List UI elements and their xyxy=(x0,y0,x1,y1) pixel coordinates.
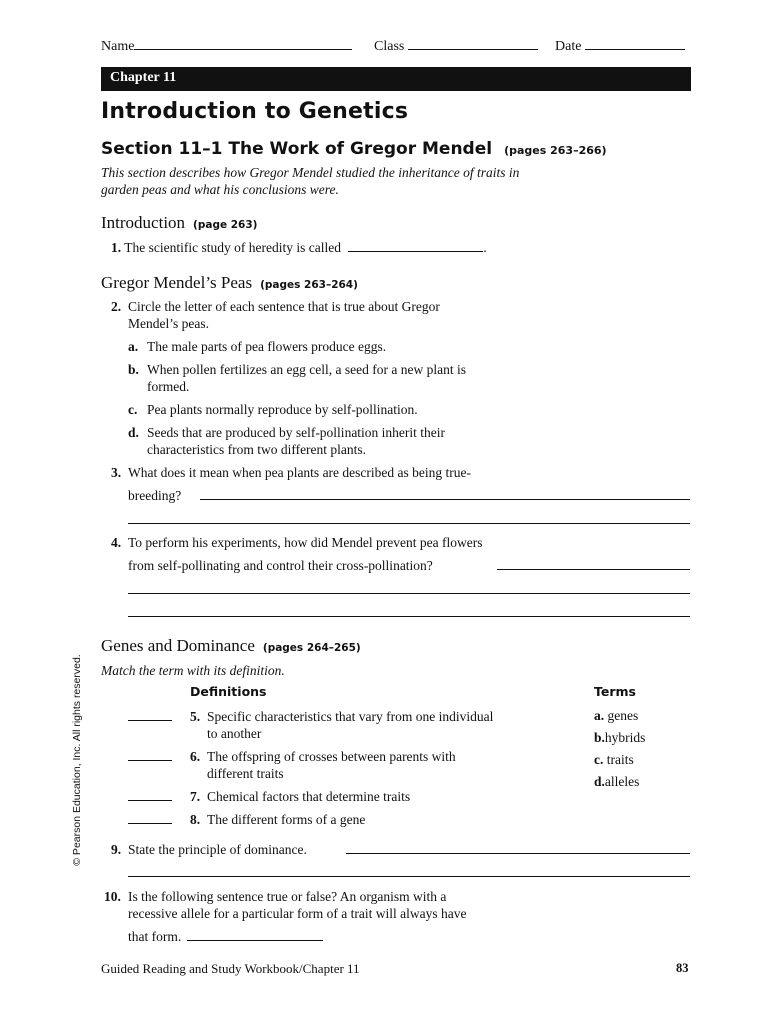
q4-answer-line-1[interactable] xyxy=(497,569,690,570)
term-b-letter: b. xyxy=(594,730,605,745)
chapter-label: Chapter 11 xyxy=(110,70,177,85)
q4-answer-line-3[interactable] xyxy=(128,616,690,617)
page-title: Introduction to Genetics xyxy=(101,99,409,124)
option-a-text: The male parts of pea flowers produce eggs. xyxy=(147,339,387,354)
term-b-text: hybrids xyxy=(604,730,646,745)
genes-heading xyxy=(101,636,361,656)
q3-text: What does it mean when pea plants are described as being true- xyxy=(128,465,471,480)
name-blank[interactable] xyxy=(134,49,352,50)
def-5-text: Specific characteristics that vary from one individual xyxy=(207,709,494,724)
option-d-text: Seeds that are produced by self-pollination inherit their xyxy=(147,425,446,440)
q4-answer-line-2[interactable] xyxy=(128,593,690,594)
term-a-text: genes xyxy=(607,708,639,723)
option-d-letter[interactable]: d. xyxy=(128,425,139,440)
name-field xyxy=(101,38,352,55)
section-title: Section 11–1 The Work of Gregor Mendel xyxy=(101,139,493,159)
date-label: Date xyxy=(555,39,582,54)
q3-answer-line-2[interactable] xyxy=(128,523,690,524)
q9-text: State the principle of dominance. xyxy=(128,842,307,857)
term-c-letter: c. xyxy=(594,752,604,767)
term-c-text: traits xyxy=(606,752,634,767)
term-a-letter: a. xyxy=(594,708,605,723)
intro-title: Introduction xyxy=(101,213,186,232)
q2-text-2: Mendel’s peas. xyxy=(128,316,209,331)
term-c xyxy=(594,751,634,768)
match-instruction: Match the term with its definition. xyxy=(101,663,285,678)
question-1 xyxy=(111,239,487,256)
q9-answer-line-1[interactable] xyxy=(346,853,690,854)
def-8-text: The different forms of a gene xyxy=(207,812,366,827)
class-field xyxy=(374,38,538,55)
option-b-text-2: formed. xyxy=(147,379,190,394)
intro-pages: (page 263) xyxy=(193,219,258,231)
page-number: 83 xyxy=(676,961,689,975)
section-pages: (pages 263–266) xyxy=(504,144,607,157)
q9-answer-line-2[interactable] xyxy=(128,876,690,877)
option-c-letter[interactable]: c. xyxy=(128,402,138,417)
def-6-blank[interactable] xyxy=(128,760,172,761)
terms-header: Terms xyxy=(594,684,636,699)
section-description-2: garden peas and what his conclusions were. xyxy=(101,182,339,197)
q1-period: . xyxy=(483,240,487,255)
q1-blank[interactable] xyxy=(348,251,483,252)
date-blank[interactable] xyxy=(585,49,685,50)
q1-number: 1. xyxy=(111,240,122,255)
peas-heading xyxy=(101,273,358,293)
section-description: This section describes how Gregor Mendel studied the inheritance of traits in xyxy=(101,165,520,180)
q3-answer-line-1[interactable] xyxy=(200,499,690,500)
def-8-number: 8. xyxy=(190,812,201,827)
peas-pages: (pages 263–264) xyxy=(260,279,358,291)
q10-line-3 xyxy=(128,928,323,945)
option-d-text-2: characteristics from two different plants. xyxy=(147,442,367,457)
copyright: © Pearson Education, Inc. All rights reserved. xyxy=(71,654,83,866)
intro-heading xyxy=(101,213,257,233)
q4-text-2: from self-pollinating and control their cross-pollination? xyxy=(128,558,433,573)
term-d-letter: d. xyxy=(594,774,605,789)
def-5-text-2: to another xyxy=(207,726,262,741)
term-a xyxy=(594,707,638,724)
def-5-blank[interactable] xyxy=(128,720,172,721)
q10-text: Is the following sentence true or false? An organism with a xyxy=(128,889,447,904)
q10-number: 10. xyxy=(104,889,121,904)
def-6-number: 6. xyxy=(190,749,201,764)
option-b-letter[interactable]: b. xyxy=(128,362,139,377)
def-6-text-2: different traits xyxy=(207,766,284,781)
def-7-number: 7. xyxy=(190,789,201,804)
class-label: Class xyxy=(374,39,405,54)
q10-text-2: recessive allele for a particular form of a trait will always have xyxy=(128,906,467,921)
term-d xyxy=(594,773,639,790)
term-b xyxy=(594,729,645,746)
q2-number: 2. xyxy=(111,299,122,314)
q4-text: To perform his experiments, how did Mendel prevent pea flowers xyxy=(128,535,483,550)
q1-text: The scientific study of heredity is called xyxy=(124,240,341,255)
q3-text-2: breeding? xyxy=(128,488,182,503)
peas-title: Gregor Mendel’s Peas xyxy=(101,273,253,292)
genes-title: Genes and Dominance xyxy=(101,636,255,655)
section-heading xyxy=(101,139,607,159)
option-a-letter[interactable]: a. xyxy=(128,339,139,354)
footer-text: Guided Reading and Study Workbook/Chapter 11 xyxy=(101,961,360,976)
q3-number: 3. xyxy=(111,465,122,480)
option-c-text: Pea plants normally reproduce by self-pollination. xyxy=(147,402,418,417)
q4-number: 4. xyxy=(111,535,122,550)
name-label: Name xyxy=(101,39,135,54)
genes-pages: (pages 264–265) xyxy=(262,642,361,654)
def-7-blank[interactable] xyxy=(128,800,172,801)
option-b-text: When pollen fertilizes an egg cell, a seed for a new plant is xyxy=(147,362,466,377)
def-5-number: 5. xyxy=(190,709,201,724)
question-2 xyxy=(111,298,121,315)
q9-number: 9. xyxy=(111,842,122,857)
definitions-header: Definitions xyxy=(190,684,267,699)
def-8-blank[interactable] xyxy=(128,823,172,824)
q10-blank[interactable] xyxy=(187,940,323,941)
def-6-text: The offspring of crosses between parents with xyxy=(207,749,456,764)
q10-text-3: that form. xyxy=(128,929,182,944)
date-field xyxy=(555,38,685,55)
term-d-text: alleles xyxy=(604,774,640,789)
def-7-text: Chemical factors that determine traits xyxy=(207,789,411,804)
q2-text: Circle the letter of each sentence that is true about Gregor xyxy=(128,299,440,314)
chapter-bar xyxy=(101,67,691,91)
class-blank[interactable] xyxy=(408,49,538,50)
